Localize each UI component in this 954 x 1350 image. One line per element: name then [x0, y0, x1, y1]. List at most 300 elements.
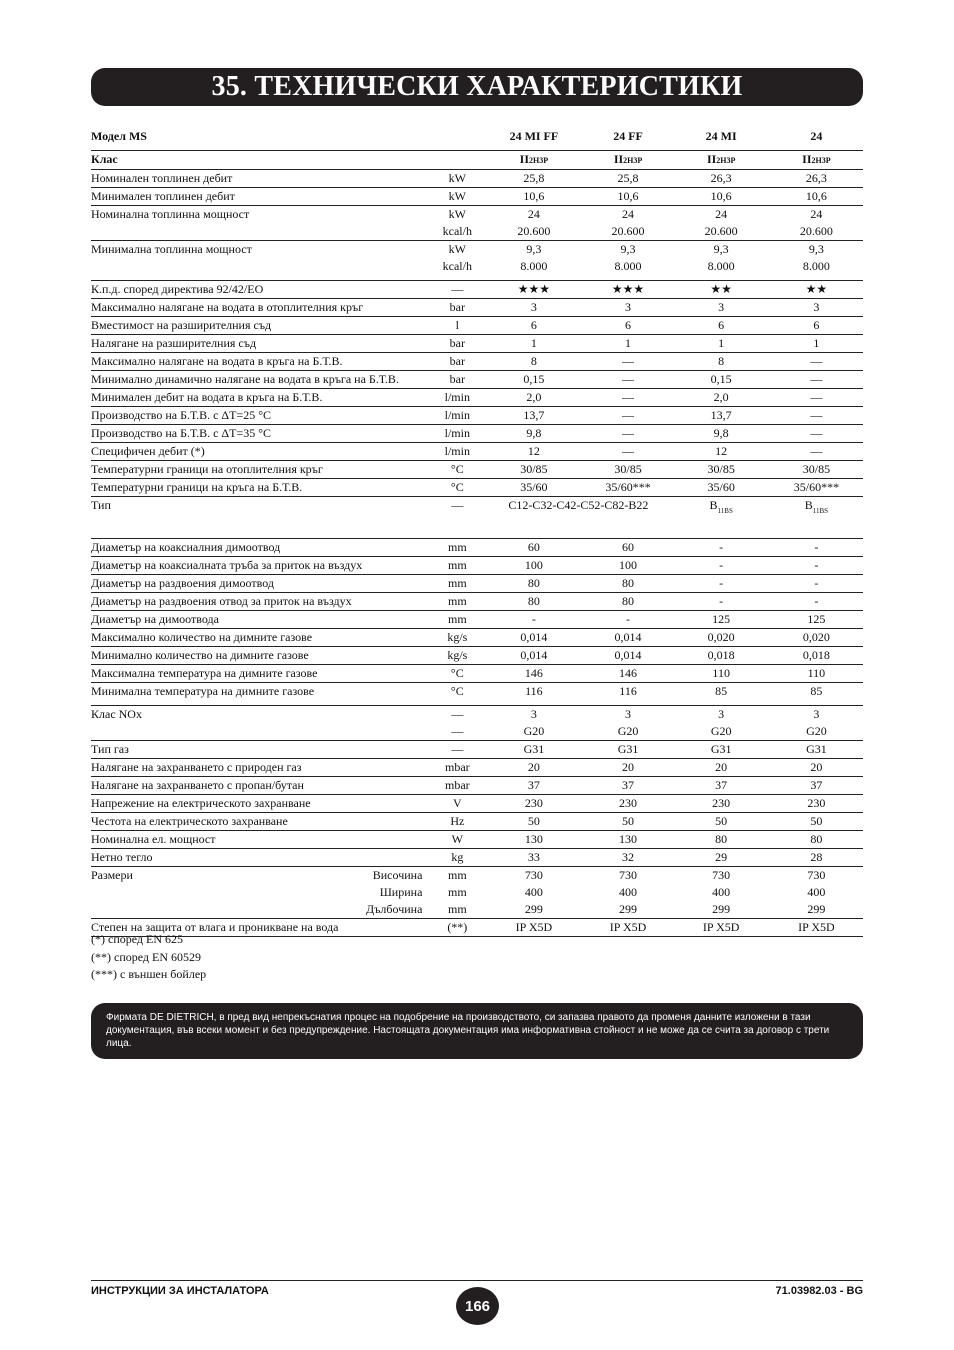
- row-value: 8.000: [584, 258, 673, 281]
- row-value: 3: [484, 299, 583, 317]
- table-row: [91, 461, 863, 479]
- row-value: 80: [770, 831, 863, 849]
- row-value: 35/60***: [584, 479, 673, 497]
- row-unit: bar: [430, 371, 484, 389]
- footer-doc-title: ИНСТРУКЦИИ ЗА ИНСТАЛАТОРА: [91, 1285, 269, 1297]
- row-value: 35/60: [484, 479, 583, 497]
- row-value: 100: [484, 557, 583, 575]
- row-value: 29: [673, 849, 770, 867]
- row-value: 116: [484, 683, 583, 706]
- type-b-value: [770, 497, 863, 539]
- row-value: 0,020: [770, 629, 863, 647]
- class-label: Клас: [91, 151, 484, 170]
- row-label: Налягане на захранването с природен газ: [91, 759, 430, 777]
- type-b-sub: 11BS: [812, 507, 829, 515]
- row-unit: bar: [430, 299, 484, 317]
- row-value: 3: [718, 707, 725, 721]
- row-value: 50: [673, 813, 770, 831]
- row-value: 9,8: [673, 425, 770, 443]
- row-value: -: [673, 575, 770, 593]
- row-value: 0,018: [770, 647, 863, 665]
- row-unit: l/min: [430, 389, 484, 407]
- table-row: [91, 281, 863, 299]
- model-name: 24 MI: [673, 128, 770, 151]
- table-row: [91, 170, 863, 188]
- row-value: 25,8: [484, 170, 583, 188]
- row-value: 32: [584, 849, 673, 867]
- model-label: Модел MS: [91, 128, 484, 151]
- row-value: 80: [484, 593, 583, 611]
- row-value: G31: [770, 741, 863, 759]
- row-label: Диаметър на коаксиалния димоотвод: [91, 539, 430, 557]
- row-value: 299: [484, 901, 583, 919]
- row-value: IP X5D: [484, 919, 583, 937]
- row-value: 125: [770, 611, 863, 629]
- row-value: 8.000: [770, 258, 863, 281]
- row-value: 12: [484, 443, 583, 461]
- row-value: -: [770, 539, 863, 557]
- row-value: 0,014: [484, 647, 583, 665]
- row-value: 20.600: [484, 223, 583, 241]
- table-row: [91, 223, 863, 241]
- row-label: Налягане на захранването с пропан/бутан: [91, 777, 430, 795]
- row-value: 3: [530, 707, 537, 721]
- row-value: 400: [807, 885, 826, 899]
- row-value: 85: [673, 683, 770, 706]
- row-label: К.п.д. според директива 92/42/ЕО: [91, 281, 430, 299]
- row-value: -: [673, 539, 770, 557]
- table-row: [91, 188, 863, 206]
- row-value: 20: [584, 759, 673, 777]
- row-value: —: [770, 443, 863, 461]
- row-value: 80: [584, 575, 673, 593]
- row-value: —: [770, 389, 863, 407]
- type-b-main: B: [709, 498, 718, 512]
- row-value: IP X5D: [584, 919, 673, 937]
- class-main: II: [519, 152, 530, 166]
- row-value: 1: [673, 335, 770, 353]
- row-value: 0,018: [673, 647, 770, 665]
- table-row: [91, 407, 863, 425]
- disclaimer-box: [91, 1003, 863, 1059]
- row-value: 299: [770, 901, 863, 919]
- row-value: 37: [484, 777, 583, 795]
- row-value: 1: [770, 335, 863, 353]
- table-row: [91, 759, 863, 777]
- table-row: [91, 258, 863, 281]
- row-value: 130: [484, 831, 583, 849]
- row-value: 230: [584, 795, 673, 813]
- model-name: 24: [770, 128, 863, 151]
- row-value: -: [673, 557, 770, 575]
- dimension-row: [91, 867, 863, 885]
- row-value: 1: [484, 335, 583, 353]
- row-value: 24: [622, 207, 635, 221]
- table-row: [91, 206, 863, 224]
- row-label: Максимално количество на димните газове: [91, 629, 430, 647]
- table-row: [91, 317, 863, 335]
- row-unit: mm: [430, 557, 484, 575]
- footnotes: [91, 931, 206, 984]
- type-label: Тип: [91, 497, 430, 539]
- row-value: 30/85: [770, 461, 863, 479]
- row-unit: kW: [448, 207, 466, 221]
- table-row: [91, 831, 863, 849]
- page-title: 35. ТЕХНИЧЕСКИ ХАРАКТЕРИСТИКИ: [211, 71, 743, 102]
- row-value: 9,3: [526, 242, 542, 256]
- row-value: ★★★: [484, 281, 583, 299]
- row-value: 13,7: [673, 407, 770, 425]
- row-unit: kcal/h: [430, 258, 484, 281]
- dimensions-label-empty: [91, 884, 317, 901]
- row-value: -: [484, 611, 583, 629]
- row-value: 6: [584, 317, 673, 335]
- row-unit: l/min: [430, 407, 484, 425]
- row-value: 13,7: [484, 407, 583, 425]
- row-value: 9,3: [808, 242, 824, 256]
- row-unit: (**): [430, 919, 484, 937]
- row-unit: l/min: [430, 425, 484, 443]
- row-value: 3: [673, 299, 770, 317]
- table-row: [91, 777, 863, 795]
- class-sub: 2H3P: [716, 156, 736, 165]
- row-value: 24: [527, 207, 540, 221]
- row-value: —: [770, 407, 863, 425]
- row-value: 3: [625, 707, 632, 721]
- row-value: 3: [813, 707, 820, 721]
- row-value: 80: [584, 593, 673, 611]
- row-value: IP X5D: [770, 919, 863, 937]
- class-value: [673, 151, 770, 170]
- row-label: Минимален топлинен дебит: [91, 188, 430, 206]
- row-value: 6: [484, 317, 583, 335]
- row-label: Номинална ел. мощност: [91, 831, 430, 849]
- row-value: 12: [673, 443, 770, 461]
- row-value: —: [584, 389, 673, 407]
- row-value: 35/60***: [770, 479, 863, 497]
- row-value: —: [770, 353, 863, 371]
- row-value: 37: [673, 777, 770, 795]
- row-unit: mm: [447, 868, 467, 882]
- row-label: [91, 723, 430, 741]
- row-value: 110: [770, 665, 863, 683]
- row-value: —: [584, 425, 673, 443]
- type-b-sub: 11BS: [717, 507, 733, 515]
- row-unit: mbar: [430, 777, 484, 795]
- row-unit: bar: [430, 335, 484, 353]
- row-unit: mm: [430, 611, 484, 629]
- row-value: 20.600: [673, 223, 770, 241]
- row-value: 33: [484, 849, 583, 867]
- row-value: 80: [484, 575, 583, 593]
- row-unit: kg/s: [430, 629, 484, 647]
- protection-row: [91, 919, 863, 937]
- header-row: [91, 128, 863, 151]
- row-unit: °C: [430, 461, 484, 479]
- row-value: 730: [807, 868, 826, 882]
- row-value: G20: [770, 723, 863, 741]
- table-row: [91, 425, 863, 443]
- class-sub: 2H3P: [623, 156, 643, 165]
- table-row: [91, 389, 863, 407]
- model-name: 24 FF: [584, 128, 673, 151]
- row-label: Диаметър на раздвоения димоотвод: [91, 575, 430, 593]
- class-row: [91, 151, 863, 170]
- row-label: Налягане на разширителния съд: [91, 335, 430, 353]
- row-value: —: [584, 443, 673, 461]
- row-value: 3: [584, 299, 673, 317]
- row-label: Производство на Б.Т.В. с ΔT=35 °C: [91, 425, 430, 443]
- row-unit: bar: [430, 353, 484, 371]
- row-value: 730: [712, 868, 731, 882]
- footnote: (**) според EN 60529: [91, 949, 202, 964]
- row-value: 28: [770, 849, 863, 867]
- row-value: 8.000: [673, 258, 770, 281]
- row-label: Клас NOx: [91, 707, 142, 721]
- row-label: Тип газ: [91, 741, 430, 759]
- row-value: 37: [584, 777, 673, 795]
- page-number: 166: [464, 1297, 491, 1315]
- table-row: [91, 593, 863, 611]
- row-value: 8: [673, 353, 770, 371]
- table-row: [91, 479, 863, 497]
- row-value: 8: [484, 353, 583, 371]
- row-value: G31: [484, 741, 583, 759]
- row-value: 9,3: [713, 242, 729, 256]
- row-unit: mm: [447, 885, 467, 899]
- row-value: -: [770, 593, 863, 611]
- row-value: 20.600: [584, 223, 673, 241]
- row-label: Степен на защита от влага и проникване на вода: [91, 919, 430, 937]
- table-row: [91, 629, 863, 647]
- class-main: II: [802, 152, 812, 166]
- row-value: 230: [770, 795, 863, 813]
- row-value: 10,6: [673, 188, 770, 206]
- row-unit: kW: [430, 170, 484, 188]
- row-value: 100: [584, 557, 673, 575]
- footer-doc-code: 71.03982.03 - BG: [775, 1285, 863, 1297]
- row-label: Вместимост на разширителния съд: [91, 317, 430, 335]
- row-value: 6: [770, 317, 863, 335]
- row-value: 30/85: [484, 461, 583, 479]
- row-value: ★★: [673, 281, 770, 299]
- row-unit: kg: [430, 849, 484, 867]
- row-unit: kcal/h: [430, 223, 484, 241]
- type-row: [91, 497, 863, 539]
- row-value: ★★: [770, 281, 863, 299]
- dimension-name: Дълбочина: [317, 901, 431, 919]
- row-unit: W: [430, 831, 484, 849]
- row-value: 50: [770, 813, 863, 831]
- row-label: Максимална температура на димните газове: [91, 665, 430, 683]
- table-row: [91, 557, 863, 575]
- row-value: 10,6: [584, 188, 673, 206]
- row-value: —: [584, 407, 673, 425]
- row-value: 110: [673, 665, 770, 683]
- row-value: 730: [524, 868, 543, 882]
- row-unit: °C: [430, 665, 484, 683]
- table-row: [91, 241, 863, 259]
- row-unit: V: [430, 795, 484, 813]
- row-value: -: [584, 611, 673, 629]
- row-value: 25,8: [584, 170, 673, 188]
- row-value: 37: [770, 777, 863, 795]
- row-value: —: [770, 371, 863, 389]
- class-value: [484, 151, 583, 170]
- dimension-name: Височина: [372, 868, 423, 882]
- dimensions-label-empty: [91, 901, 317, 919]
- row-value: 26,3: [673, 170, 770, 188]
- row-label: Максимално налягане на водата в кръга на Б.Т.В.: [91, 353, 430, 371]
- table-row: [91, 723, 863, 741]
- row-value: ★★★: [584, 281, 673, 299]
- row-value: 35/60: [673, 479, 770, 497]
- row-unit: —: [430, 281, 484, 299]
- row-value: 20: [770, 759, 863, 777]
- table-row: [91, 813, 863, 831]
- row-value: 1: [584, 335, 673, 353]
- table-row: [91, 443, 863, 461]
- row-label: Минимално количество на димните газове: [91, 647, 430, 665]
- class-sub: 2H3P: [529, 156, 549, 165]
- row-value: 0,014: [584, 629, 673, 647]
- row-unit: l/min: [430, 443, 484, 461]
- row-value: 30/85: [584, 461, 673, 479]
- table-row: [91, 665, 863, 683]
- row-value: 85: [770, 683, 863, 706]
- table-row: [91, 299, 863, 317]
- row-value: 0,15: [484, 371, 583, 389]
- row-label: [91, 223, 430, 241]
- row-unit: —: [430, 723, 484, 741]
- row-unit: mbar: [430, 759, 484, 777]
- row-unit: —: [451, 707, 464, 721]
- row-label: Минимална температура на димните газове: [91, 683, 430, 706]
- row-value: 24: [810, 207, 823, 221]
- row-value: 30/85: [673, 461, 770, 479]
- row-label: Производство на Б.Т.В. с ΔT=25 °C: [91, 407, 430, 425]
- row-value: -: [673, 593, 770, 611]
- row-unit: mm: [430, 593, 484, 611]
- row-value: 299: [584, 901, 673, 919]
- row-unit: kg/s: [430, 647, 484, 665]
- class-value: [770, 151, 863, 170]
- row-label: Номинален топлинен дебит: [91, 170, 430, 188]
- row-value: 0,014: [484, 629, 583, 647]
- row-label: Специфичен дебит (*): [91, 443, 430, 461]
- table-row: [91, 611, 863, 629]
- row-label: Температурни граници на кръга на Б.Т.В.: [91, 479, 430, 497]
- row-value: —: [770, 425, 863, 443]
- row-value: —: [584, 371, 673, 389]
- row-value: -: [770, 575, 863, 593]
- technical-specs-table: [91, 128, 863, 937]
- row-label: Нетно тегло: [91, 849, 430, 867]
- type-unit: —: [430, 497, 484, 539]
- section-title-bar: [91, 68, 863, 106]
- row-value: 130: [584, 831, 673, 849]
- row-label: Минимално динамично налягане на водата в кръга на Б.Т.В.: [91, 371, 430, 389]
- row-value: 20: [484, 759, 583, 777]
- row-value: G20: [484, 723, 583, 741]
- row-value: 60: [584, 539, 673, 557]
- model-name: 24 MI FF: [484, 128, 583, 151]
- row-unit: kW: [430, 188, 484, 206]
- row-value: G20: [673, 723, 770, 741]
- row-unit: l: [430, 317, 484, 335]
- dimension-row: [91, 901, 863, 919]
- row-label: Номинална топлинна мощност: [91, 207, 250, 221]
- class-main: II: [613, 152, 624, 166]
- row-value: 2,0: [484, 389, 583, 407]
- row-value: 125: [673, 611, 770, 629]
- row-unit: mm: [430, 901, 484, 919]
- row-value: 299: [673, 901, 770, 919]
- table-row: [91, 795, 863, 813]
- row-value: G31: [673, 741, 770, 759]
- row-value: 20.600: [770, 223, 863, 241]
- row-value: 3: [770, 299, 863, 317]
- row-value: IP X5D: [673, 919, 770, 937]
- row-unit: °C: [430, 479, 484, 497]
- row-label: Напрежение на електрическото захранване: [91, 795, 430, 813]
- row-value: 0,014: [584, 647, 673, 665]
- row-value: —: [584, 353, 673, 371]
- class-main: II: [706, 152, 717, 166]
- row-value: 146: [484, 665, 583, 683]
- class-value: [584, 151, 673, 170]
- row-value: 20: [673, 759, 770, 777]
- row-value: 400: [524, 885, 543, 899]
- row-value: 50: [484, 813, 583, 831]
- row-value: 116: [584, 683, 673, 706]
- row-value: 6: [673, 317, 770, 335]
- row-value: G31: [584, 741, 673, 759]
- type-ff-value: C12-C32-C42-C52-C82-B22: [484, 497, 672, 539]
- row-value: 2,0: [673, 389, 770, 407]
- row-value: 9,8: [484, 425, 583, 443]
- row-value: 10,6: [770, 188, 863, 206]
- table-row: [91, 706, 863, 724]
- row-label: Максимално налягане на водата в отоплителния кръг: [91, 299, 430, 317]
- row-value: 0,15: [673, 371, 770, 389]
- row-unit: °C: [430, 683, 484, 706]
- row-value: 10,6: [484, 188, 583, 206]
- row-label: Температурни граници на отоплителния кръг: [91, 461, 430, 479]
- row-label: Минимална топлинна мощност: [91, 242, 252, 256]
- row-value: 400: [712, 885, 731, 899]
- type-b-value: [673, 497, 770, 539]
- table-row: [91, 539, 863, 557]
- table-row: [91, 335, 863, 353]
- dimensions-label: Размери: [91, 868, 133, 882]
- row-value: 230: [484, 795, 583, 813]
- row-label: Диаметър на коаксиалната тръба за приток на въздух: [91, 557, 430, 575]
- row-unit: mm: [430, 575, 484, 593]
- table-row: [91, 371, 863, 389]
- row-value: 230: [673, 795, 770, 813]
- table-row: [91, 647, 863, 665]
- type-b-main: B: [804, 498, 813, 512]
- dimension-row: [91, 884, 863, 901]
- class-sub: 2H3P: [811, 156, 831, 165]
- row-unit: Hz: [430, 813, 484, 831]
- table-row: [91, 741, 863, 759]
- row-label: [91, 258, 430, 281]
- row-value: -: [770, 557, 863, 575]
- disclaimer-text: Фирмата DE DIETRICH, в пред вид непрекъснатия процес на подобрение на производството, си запазва правото да променя данните изложени в тази документация, във всеки момент и без предупреждение. Настоящата документация има информативна стойност и не може да се счита за договор с трети лица.: [106, 1012, 830, 1049]
- row-label: Диаметър на раздвоения отвод за приток на въздух: [91, 593, 430, 611]
